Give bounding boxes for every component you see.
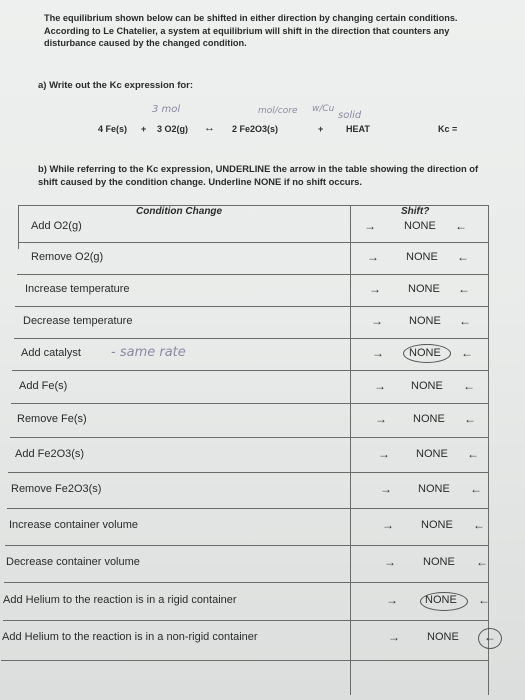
shift-right-arrow[interactable]: →: [374, 379, 386, 393]
row-divider: [14, 338, 488, 339]
condition-label: Add O2(g): [31, 220, 82, 232]
handwriting-moles: 3 mol: [152, 104, 181, 115]
shift-none-option[interactable]: NONE: [425, 594, 457, 606]
equilibrium-arrow: ↔: [204, 122, 215, 134]
handwriting-solid: solid: [338, 110, 362, 121]
column-divider: [350, 205, 351, 695]
row-divider: [17, 274, 488, 275]
shift-none-option[interactable]: NONE: [408, 283, 440, 295]
shift-left-arrow[interactable]: ←: [463, 379, 475, 393]
condition-label: Add Helium to the reaction is in a rigid container: [3, 594, 237, 606]
shift-left-arrow[interactable]: ←: [470, 482, 482, 496]
handwriting-w-cu: w/Cu: [312, 104, 335, 114]
row-divider: [18, 242, 488, 243]
condition-label: Add Helium to the reaction is in a non-rigid container: [2, 631, 258, 643]
part-a-prompt: a) Write out the Kc expression for:: [38, 80, 194, 91]
shift-none-option[interactable]: NONE: [427, 631, 459, 643]
row-divider: [4, 582, 488, 583]
condition-label: Remove Fe2O3(s): [11, 483, 102, 495]
intro-paragraph: The equilibrium shown below can be shifted in either direction by changing certain conditions. According to Le Chatelier, a system at equilibrium will shift in the direction that counters any disturbance caused by the changed condition.: [44, 13, 458, 48]
shift-left-arrow[interactable]: ←: [464, 412, 476, 426]
handwritten-circle-none-catalyst: [403, 344, 451, 363]
handwritten-note: - same rate: [111, 345, 186, 360]
condition-label: Add catalyst: [21, 347, 81, 359]
shift-right-arrow[interactable]: →: [388, 630, 400, 644]
condition-label: Increase temperature: [25, 283, 130, 295]
shift-right-arrow[interactable]: →: [371, 314, 383, 328]
condition-label: Remove Fe(s): [17, 413, 87, 425]
shift-left-arrow[interactable]: ←: [467, 447, 479, 461]
row-divider: [8, 472, 488, 473]
shift-right-arrow[interactable]: →: [375, 412, 387, 426]
shift-none-option[interactable]: NONE: [411, 380, 443, 392]
shift-left-arrow[interactable]: ←: [461, 346, 473, 360]
condition-label: Add Fe2O3(s): [15, 448, 85, 460]
kc-label: Kc =: [438, 124, 458, 134]
row-divider: [10, 437, 488, 438]
shift-none-option[interactable]: NONE: [409, 315, 441, 327]
shift-right-arrow[interactable]: →: [372, 346, 384, 360]
row-divider: [12, 370, 488, 371]
shift-right-arrow[interactable]: →: [382, 518, 394, 532]
part-b-prompt: b) While referring to the Kc expression, UNDERLINE the arrow in the table showing the direction of shift caused by the condition change. Underline NONE if no shift occurs.: [38, 163, 479, 187]
condition-label: Remove O2(g): [31, 251, 104, 263]
shift-left-arrow[interactable]: ←: [478, 593, 490, 607]
header-condition-change: Condition Change: [136, 206, 223, 217]
handwritten-circle-none-rigid: [420, 592, 468, 611]
row-divider: [11, 403, 488, 404]
shift-left-arrow[interactable]: ←: [473, 518, 485, 532]
shift-none-option[interactable]: NONE: [421, 519, 453, 531]
shift-left-arrow[interactable]: ←: [458, 282, 470, 296]
row-divider: [3, 620, 488, 621]
shift-left-arrow[interactable]: ←: [484, 630, 496, 644]
shift-left-arrow[interactable]: ←: [476, 555, 488, 569]
shift-none-option[interactable]: NONE: [416, 448, 448, 460]
row-divider: [7, 508, 488, 509]
condition-label: Increase container volume: [9, 519, 139, 531]
shift-left-arrow[interactable]: ←: [455, 219, 467, 233]
shift-right-arrow[interactable]: →: [378, 447, 390, 461]
shift-none-option[interactable]: NONE: [404, 220, 436, 232]
shift-right-arrow[interactable]: →: [367, 250, 379, 264]
table-right-border: [488, 205, 489, 695]
header-shift: Shift?: [401, 206, 430, 217]
shift-none-option[interactable]: NONE: [423, 556, 455, 568]
product-heat: HEAT: [346, 124, 370, 134]
shift-none-option[interactable]: NONE: [413, 413, 445, 425]
shift-right-arrow[interactable]: →: [386, 593, 398, 607]
reactant-fe: 4 Fe(s): [98, 124, 128, 134]
shift-right-arrow[interactable]: →: [369, 282, 381, 296]
shift-right-arrow[interactable]: →: [364, 219, 376, 233]
handwritten-circle-left-arrow: [478, 628, 502, 649]
shift-none-option[interactable]: NONE: [409, 347, 441, 359]
shift-left-arrow[interactable]: ←: [457, 250, 469, 264]
product-fe2o3: 2 Fe2O3(s): [232, 124, 279, 134]
plus-sign-1: +: [141, 124, 147, 134]
plus-sign-2: +: [318, 124, 324, 134]
row-divider: [1, 660, 488, 661]
condition-label: Decrease temperature: [23, 315, 133, 327]
row-divider: [5, 545, 488, 546]
reactant-o2: 3 O2(g): [157, 124, 189, 134]
row-divider: [15, 306, 488, 307]
shift-left-arrow[interactable]: ←: [459, 314, 471, 328]
condition-label: Add Fe(s): [19, 380, 68, 392]
handwriting-mol-core: mol/core: [258, 106, 298, 116]
condition-label: Decrease container volume: [6, 556, 140, 568]
shift-right-arrow[interactable]: →: [384, 555, 396, 569]
shift-none-option[interactable]: NONE: [418, 483, 450, 495]
shift-none-option[interactable]: NONE: [406, 251, 438, 263]
shift-right-arrow[interactable]: →: [380, 482, 392, 496]
